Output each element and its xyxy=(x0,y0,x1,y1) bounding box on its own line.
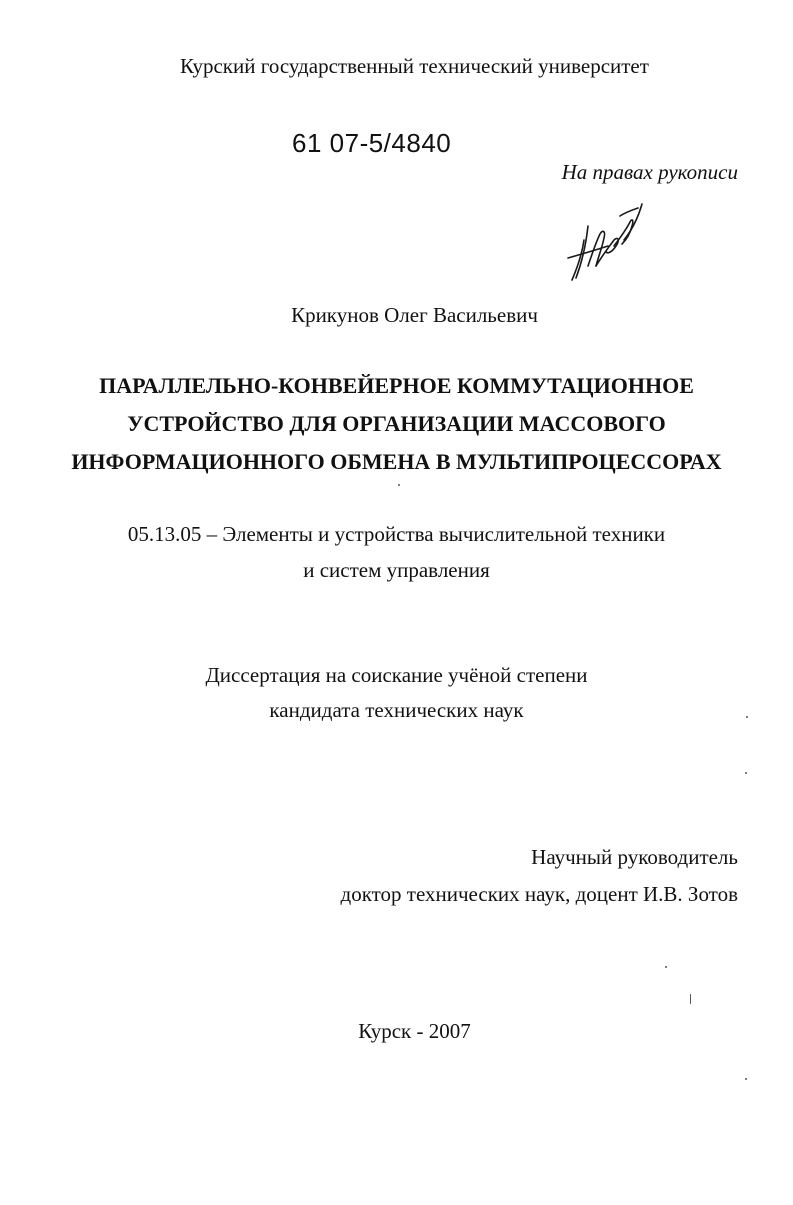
scan-speck xyxy=(745,1078,747,1080)
title-line: ИНФОРМАЦИОННОГО ОБМЕНА В МУЛЬТИПРОЦЕССОРАХ xyxy=(71,449,722,474)
scan-speck xyxy=(665,966,667,968)
city-year: Курск - 2007 xyxy=(358,1019,471,1043)
manuscript-note: На правах рукописи xyxy=(561,160,738,184)
signature-icon xyxy=(562,196,652,286)
dissertation-title xyxy=(0,367,793,481)
scan-speck xyxy=(745,772,747,774)
supervisor-block xyxy=(300,839,738,913)
scan-speck xyxy=(398,484,400,486)
author-name: Крикунов Олег Васильевич xyxy=(291,303,538,327)
archive-code: 61 07-5/4840 xyxy=(292,128,452,158)
scan-speck xyxy=(690,994,691,1004)
title-line: ПАРАЛЛЕЛЬНО-КОНВЕЙЕРНОЕ КОММУТАЦИОННОЕ xyxy=(99,373,694,398)
supervisor-details: доктор технических наук, доцент И.В. Зотов xyxy=(340,882,738,906)
university-name: Курский государственный технический университет xyxy=(180,54,649,78)
degree-statement xyxy=(0,658,793,728)
scan-speck xyxy=(746,716,748,718)
degree-line: Диссертация на соискание учёной степени xyxy=(205,663,588,687)
title-line: УСТРОЙСТВО ДЛЯ ОРГАНИЗАЦИИ МАССОВОГО xyxy=(127,411,666,436)
specialty-line: 05.13.05 – Элементы и устройства вычислительной техники xyxy=(127,522,666,546)
specialty xyxy=(0,516,793,588)
degree-line: кандидата технических наук xyxy=(269,698,524,722)
specialty-line: и систем управления xyxy=(303,558,490,582)
supervisor-role: Научный руководитель xyxy=(531,845,738,869)
